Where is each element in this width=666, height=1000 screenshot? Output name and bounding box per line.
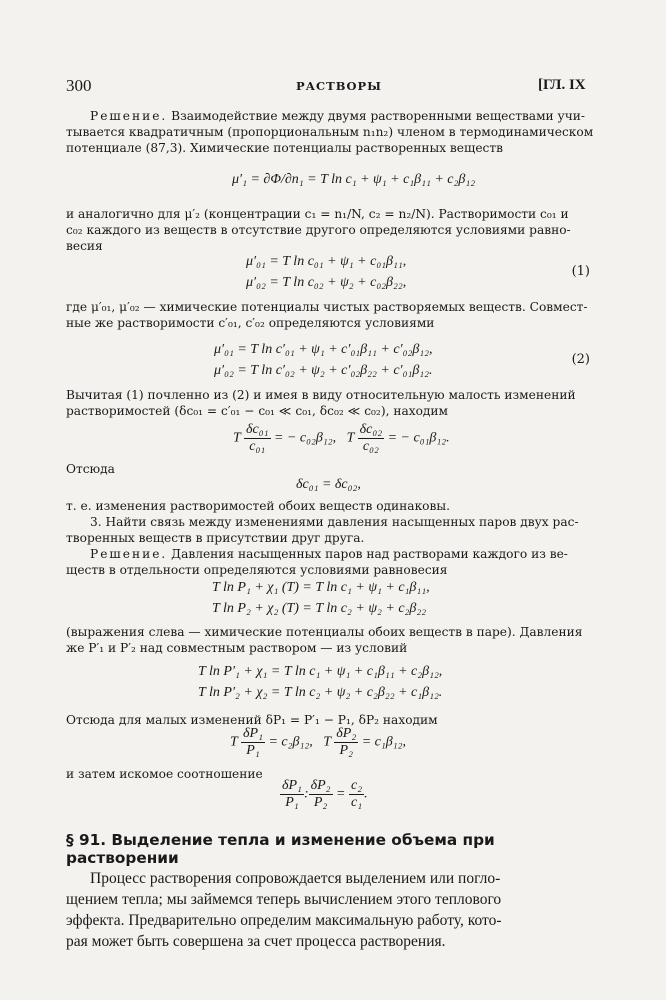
equation-1-line-1: μ′₀₁ = T ln c₀₁ + ψ₁ + c₀₁β₁₁, xyxy=(246,254,407,269)
fraction-dp1: $\frac{\text{δP₁}}{\text{P₁}}$ xyxy=(243,726,263,758)
equation-6-line-2: T ln P′₂ + χ₂ = T ln c₂ + ψ₂ + c₂β₂₂ + c₁β₁₂. xyxy=(198,685,443,700)
equation-2-number: (2) xyxy=(571,352,590,367)
solution-lead: Решение. xyxy=(90,109,168,123)
equation-2-line-1: μ′₀₁ = T ln c′₀₁ + ψ₁ + c′₀₁β₁₁ + c′₀₂β₁₂, xyxy=(214,342,433,357)
equation-2-line-2: μ′₀₂ = T ln c′₀₂ + ψ₂ + c′₀₂β₂₂ + c′₀₁β₁₂. xyxy=(214,363,433,378)
solution-paragraph-2: Решение. Давления насыщенных паров над растворами каждого из ве- ществ в отдельности определяются условиями равновесия xyxy=(66,547,568,577)
fraction-dc01: $\frac{\text{δc₀₁}}{\text{c₀₁}}$ xyxy=(246,422,269,454)
paragraph-7: (выражения слева — химические потенциалы обоих веществ в паре). Давления же P′₁ и P′₂ над совместным раствором — из условий xyxy=(66,625,583,655)
equation-7: T $\frac{\text{δP₁}}{\text{P₁}}$ = c₂β₁₂, T $\frac{\text{δP₂}}{\text{P₂}}$ = c₁β₁₂, xyxy=(230,726,406,758)
section-title: § 91. Выделение тепла и изменение объема при растворении xyxy=(66,831,495,867)
chapter-label: [ГЛ. IX xyxy=(538,77,586,93)
running-title: РАСТВОРЫ xyxy=(296,79,382,93)
equation-8: $\frac{\text{δP₁}}{\text{P₁}}$ : $\frac{\text{δP₂}}{\text{P₂}}$ = $\frac{\text{c₂}}{\text{c₁}}$ . xyxy=(282,778,368,810)
final-paragraph: Процесс растворения сопровождается выделением или погло- щением тепла; мы займемся теперь вычислением этого теплового эффекта. Предварительно определим максимальную работу, кото- рая может быть совершена за счет процесса растворения. xyxy=(66,870,502,950)
paragraph-2: и аналогично для μ′₂ (концентрации c₁ = n₁/N, c₂ = n₂/N). Растворимости c₀₁ и c₀₂ каждого из веществ в отсутствие другого определяются условиями равно- весия xyxy=(66,207,571,253)
page-number: 300 xyxy=(66,76,92,95)
equation-5-line-2: T ln P₂ + χ₂ (T) = T ln c₂ + ψ₂ + c₂β₂₂ xyxy=(212,601,427,616)
equation-6-line-1: T ln P′₁ + χ₁ = T ln c₁ + ψ₁ + c₁β₁₁ + c₂β₁₂, xyxy=(198,664,443,679)
problem-3: 3. Найти связь между изменениями давления насыщенных паров двух рас- творенных веществ в присутствии друг друга. xyxy=(66,515,579,545)
solution-paragraph-1: Решение. Взаимодействие между двумя растворенными веществами учи- тывается квадратичным (пропорциональным n₁n₂) членом в термодинамическом потенциале (87,3). Химические потенциалы растворенных веществ xyxy=(66,109,594,155)
equation-3: T $\frac{\text{δc₀₁}}{\text{c₀₁}}$ = − c₀₂β₁₂, T $\frac{\text{δc₀₂}}{\text{c₀₂}}$ = − c₀₁β₁₂. xyxy=(233,422,450,454)
otsyuda-label: Отсюда xyxy=(66,462,115,476)
equation-mu1: μ′₁ = ∂Φ/∂n₁ = T ln c₁ + ψ₁ + c₁β₁₁ + c₂β₁₂ xyxy=(232,172,476,187)
paragraph-4: Вычитая (1) почленно из (2) и имея в виду относительную малость изменений растворимостей (δc₀₁ = c′₀₁ − c₀₁ ≪ c₀₁, δc₀₂ ≪ c₀₂), находим xyxy=(66,388,576,418)
paragraph-9: и затем искомое соотношение xyxy=(66,767,263,781)
fraction-dp2: $\frac{\text{δP₂}}{\text{P₂}}$ xyxy=(336,726,357,758)
paragraph-5: т. е. изменения растворимостей обоих веществ одинаковы. xyxy=(66,499,450,513)
equation-1-number: (1) xyxy=(571,264,590,279)
fraction-dc02: $\frac{\text{δc₀₂}}{\text{c₀₂}}$ xyxy=(359,422,383,454)
equation-1-line-2: μ′₀₂ = T ln c₀₂ + ψ₂ + c₀₂β₂₂, xyxy=(246,275,407,290)
equation-4: δc₀₁ = δc₀₂, xyxy=(296,477,361,492)
equation-5-line-1: T ln P₁ + χ₁ (T) = T ln c₁ + ψ₁ + c₁β₁₁, xyxy=(212,580,430,595)
paragraph-8: Отсюда для малых изменений δP₁ = P′₁ − P₁, δP₂ находим xyxy=(66,713,438,727)
paragraph-3: где μ′₀₁, μ′₀₂ — химические потенциалы чистых растворяемых веществ. Совмест- ные же растворимости c′₀₁, c′₀₂ определяются условиями xyxy=(66,300,588,330)
